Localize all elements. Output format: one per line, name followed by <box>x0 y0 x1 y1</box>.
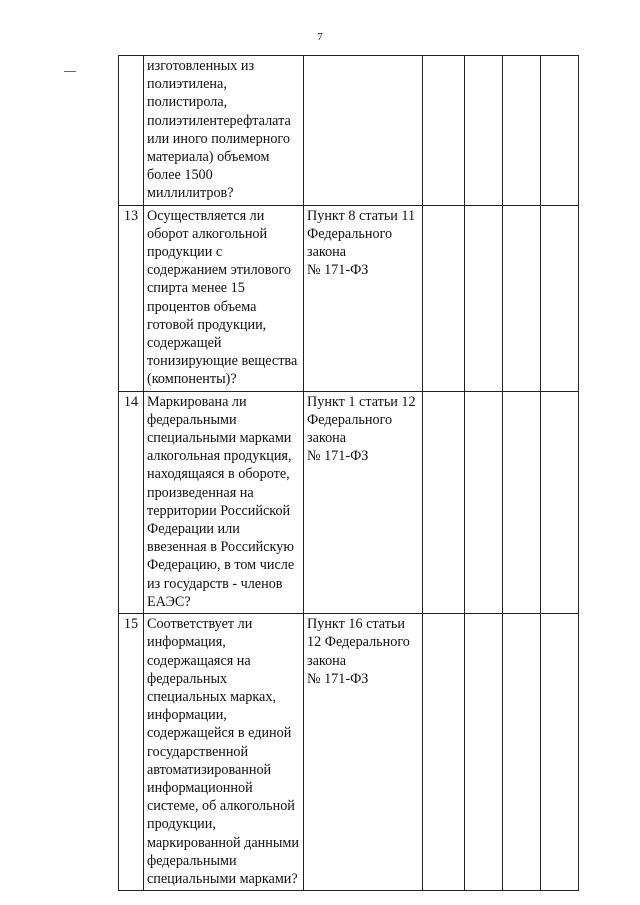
margin-mark <box>64 71 76 72</box>
question-text: изготовленных из полиэтилена, полистирола, полиэтилентерефталата или иного полимерного материала) объемом более 1500 миллилитров? <box>144 56 304 206</box>
table-row-14 <box>119 391 579 613</box>
question-text: Маркирована ли федеральными специальными марками алкогольная продукция, находящаяся в обороте, произведенная на территории Российской Федерации или ввезенная в Российскую Федерацию, в том числе из государств - членов ЕАЭС? <box>144 391 304 613</box>
answer-cell-yes <box>423 614 465 891</box>
answer-cell-note <box>541 391 579 613</box>
question-text: Соответствует ли информация, содержащаяся на федеральных специальных марках, информации, содержащейся в единой государственной автоматизированной информационной системе, об алкогольной продукции, маркированной данными федеральными специальными марками? <box>144 614 304 891</box>
answer-cell-no <box>465 56 503 206</box>
legal-reference: Пункт 1 статьи 12 Федерального закона № 171-ФЗ <box>304 391 423 613</box>
answer-cell-yes <box>423 56 465 206</box>
answer-cell-not-applicable <box>503 614 541 891</box>
answer-cell-note <box>541 205 579 391</box>
question-text: Осуществляется ли оборот алкогольной продукции с содержанием этилового спирта менее 15 процентов объема готовой продукции, содержащей тонизирующие вещества (компоненты)? <box>144 205 304 391</box>
row-number: 13 <box>119 205 144 391</box>
table-row-15 <box>119 614 579 891</box>
row-number: 15 <box>119 614 144 891</box>
checklist-table <box>118 55 579 891</box>
answer-cell-no <box>465 391 503 613</box>
row-number <box>119 56 144 206</box>
answer-cell-not-applicable <box>503 205 541 391</box>
answer-cell-yes <box>423 205 465 391</box>
legal-reference: Пункт 16 статьи 12 Федерального закона № 171-ФЗ <box>304 614 423 891</box>
legal-reference: Пункт 8 статьи 11 Федерального закона № 171-ФЗ <box>304 205 423 391</box>
answer-cell-note <box>541 56 579 206</box>
answer-cell-yes <box>423 391 465 613</box>
page-number: 7 <box>317 31 323 43</box>
answer-cell-note <box>541 614 579 891</box>
legal-reference <box>304 56 423 206</box>
answer-cell-no <box>465 614 503 891</box>
table-row-13 <box>119 205 579 391</box>
row-number: 14 <box>119 391 144 613</box>
answer-cell-no <box>465 205 503 391</box>
answer-cell-not-applicable <box>503 391 541 613</box>
table-row-continuation <box>119 56 579 206</box>
answer-cell-not-applicable <box>503 56 541 206</box>
